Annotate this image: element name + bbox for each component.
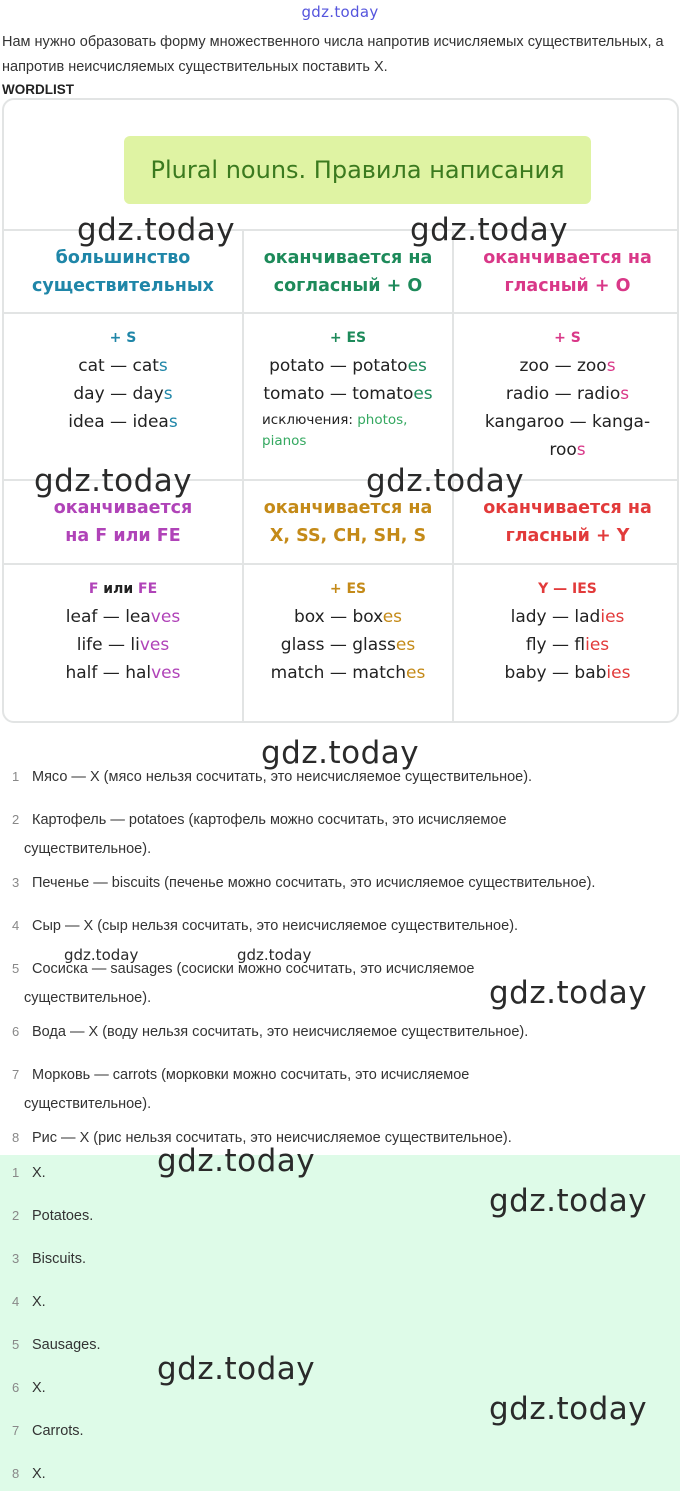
answer-text: Sausages. (32, 1337, 101, 1353)
rule-label: + S (109, 330, 137, 346)
item-text: Печенье — biscuits (печенье можно сосчитать, это исчисляемое существительное). (32, 875, 596, 891)
header-line: оканчивается на (483, 247, 652, 268)
item-number: 4 (12, 918, 20, 933)
item-number: 8 (12, 1466, 20, 1481)
header-line: гласный + Y (505, 526, 630, 546)
item-number: 1 (12, 1165, 20, 1180)
examples-most-nouns (4, 314, 242, 479)
example-word: radio — radios (505, 384, 630, 404)
example-word: idea — ideas (68, 412, 178, 432)
example-word: glass — glasses (280, 635, 416, 655)
item-number: 3 (12, 1251, 20, 1266)
watermark: gdz.today (366, 463, 525, 499)
item-number: 2 (12, 1208, 20, 1223)
item-text: Сосиска — sausages (сосиски можно сосчитать, это исчисляемое (32, 961, 475, 977)
watermark: gdz.today (157, 1143, 316, 1179)
example-word: box — boxes (293, 607, 403, 627)
header-line: согласный + O (273, 275, 423, 296)
rule-label: + ES (329, 330, 367, 346)
examples-vowel-y (454, 565, 679, 723)
card-title: Plural nouns. Правила написания (124, 136, 591, 204)
plural-rules-card (2, 98, 679, 723)
item-number: 4 (12, 1294, 20, 1309)
header-line: оканчивается на (263, 498, 433, 518)
example-word: zoo — zoos (519, 356, 616, 376)
item-number: 2 (12, 812, 20, 827)
item-number: 8 (12, 1130, 20, 1145)
header-line: на F или FE (65, 526, 181, 546)
header-line: оканчивается (53, 498, 193, 518)
item-number: 6 (12, 1024, 20, 1039)
exceptions-note: исключения: photos, (262, 412, 408, 428)
item-text: Вода — X (воду нельзя сосчитать, это неисчисляемое существительное). (32, 1024, 529, 1040)
watermark: gdz.today (261, 735, 420, 771)
item-text: Сыр — X (сыр нельзя сосчитать, это неисчисляемое существительное). (32, 918, 519, 934)
answer-text: Biscuits. (32, 1251, 86, 1267)
wordlist-heading: WORDLIST (2, 82, 74, 97)
example-word: baby — babies (504, 663, 631, 683)
item-text: существительное). (24, 990, 152, 1006)
watermark: gdz.today (489, 1183, 648, 1219)
rule-label: + S (554, 330, 581, 346)
answer-text: Carrots. (32, 1423, 84, 1439)
header-line: X, SS, CH, SH, S (269, 526, 427, 546)
watermark: gdz.today (237, 946, 312, 964)
item-text: Морковь — carrots (морковки можно сосчитать, это исчисляемое (32, 1067, 470, 1083)
item-text: Мясо — X (мясо нельзя сосчитать, это неисчисляемое существительное). (32, 769, 533, 785)
item-text: существительное). (24, 841, 152, 857)
watermark: gdz.today (34, 463, 193, 499)
answer-text: X. (32, 1294, 46, 1310)
answer-text: X. (32, 1466, 46, 1482)
item-number: 1 (12, 769, 20, 784)
item-number: 7 (12, 1423, 20, 1438)
answer-text: X. (32, 1165, 46, 1181)
answer-text: Potatoes. (32, 1208, 94, 1224)
item-number: 3 (12, 875, 20, 890)
watermark: gdz.today (489, 975, 648, 1011)
item-number: 5 (12, 1337, 20, 1352)
example-word: potato — potatoes (269, 356, 427, 376)
item-number: 5 (12, 961, 20, 976)
watermark: gdz.today (489, 1391, 648, 1427)
header-line: оканчивается на (483, 498, 652, 518)
task-description: Нам нужно образовать форму множественного числа напротив исчисляемых существительных, а напротив неисчисляемых существительных поставить Х. (2, 34, 664, 75)
examples-vowel-o (454, 314, 679, 479)
site-logo-text[interactable]: gdz.today (301, 3, 379, 21)
examples-x-ss-ch-sh-s (244, 565, 452, 723)
item-text: Рис — X (рис нельзя сосчитать, это неисчисляемое существительное). (32, 1130, 512, 1146)
rule-label: F или FE (88, 581, 158, 597)
header-line: большинство (55, 247, 191, 268)
examples-consonant-o (244, 314, 452, 479)
item-text: Картофель — potatoes (картофель можно сосчитать, это исчисляемое (32, 812, 507, 828)
example-word: kangaroo — kanga- (484, 412, 651, 432)
example-word: life — lives (76, 635, 170, 655)
example-word: half — halves (65, 663, 181, 683)
answer-text: X. (32, 1380, 46, 1396)
example-word: lady — ladies (510, 607, 625, 627)
watermark: gdz.today (77, 212, 236, 248)
example-word: day — days (73, 384, 173, 404)
examples-f-fe (4, 565, 242, 723)
item-number: 6 (12, 1380, 20, 1395)
example-word: match — matches (270, 663, 426, 683)
item-text: существительное). (24, 1096, 152, 1112)
watermark: gdz.today (410, 212, 569, 248)
example-word: roos (549, 440, 586, 460)
rule-label: + ES (329, 581, 367, 597)
header-line: существительных (32, 275, 214, 296)
header-line: гласный + O (504, 275, 631, 296)
watermark: gdz.today (64, 946, 139, 964)
header-line: оканчивается на (263, 247, 433, 268)
example-word: leaf — leaves (65, 607, 181, 627)
exceptions-note: pianos (262, 433, 307, 449)
watermark: gdz.today (157, 1351, 316, 1387)
example-word: cat — cats (78, 356, 168, 376)
item-number: 7 (12, 1067, 20, 1082)
example-word: fly — flies (525, 635, 610, 655)
example-word: tomato — tomatoes (263, 384, 433, 404)
rule-label: Y — IES (538, 581, 597, 597)
